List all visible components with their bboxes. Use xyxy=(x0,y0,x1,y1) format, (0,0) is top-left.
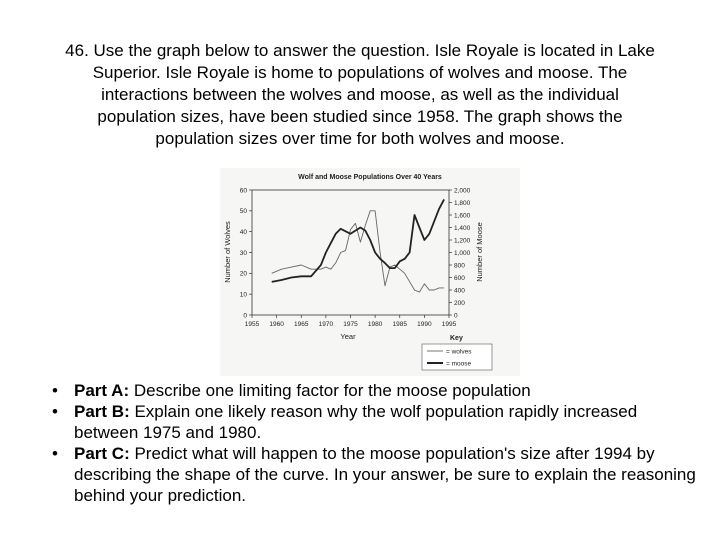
legend xyxy=(422,335,492,370)
part-c xyxy=(30,443,700,506)
part-c-label: Part C: xyxy=(74,444,130,463)
question-line: Superior. Isle Royale is home to populations of wolves and moose. The xyxy=(92,63,628,82)
x-axis-label: Year xyxy=(340,332,356,341)
x-tick-label: 1995 xyxy=(441,321,457,328)
y-right-tick-label: 1,400 xyxy=(454,224,471,232)
question-parts xyxy=(30,380,700,506)
part-c-text: Predict what will happen to the moose population's size after 1994 by describing the shape of the curve. In your answer, be sure to explain the reasoning behind your prediction. xyxy=(74,444,696,505)
y-right-tick-label: 400 xyxy=(454,287,465,295)
y-left-tick-label: 10 xyxy=(239,291,247,299)
bullet-icon: • xyxy=(52,402,58,421)
y-right-tick-label: 200 xyxy=(454,299,465,307)
y-left-tick-label: 30 xyxy=(239,249,247,257)
part-b-text: Explain one likely reason why the wolf population rapidly increased between 1975 and 1980. xyxy=(74,402,638,442)
y-left-tick-label: 0 xyxy=(243,312,247,320)
moose-series-line xyxy=(272,199,444,282)
question-line: population sizes, have been studied since 1958. The graph shows the xyxy=(97,107,623,126)
y-right-tick-label: 0 xyxy=(454,312,458,320)
y-left-tick-label: 60 xyxy=(239,187,247,195)
part-a xyxy=(30,380,700,401)
y-right-tick-label: 1,600 xyxy=(454,212,471,220)
question-text xyxy=(20,40,700,150)
plot-frame xyxy=(252,190,449,315)
x-tick-label: 1980 xyxy=(367,321,383,328)
part-b-label: Part B: xyxy=(74,402,130,421)
legend-wolves-label: = wolves xyxy=(446,348,472,356)
y-right-tick-label: 1,200 xyxy=(454,237,471,245)
question-line: interactions between the wolves and moose, as well as the individual xyxy=(101,85,619,104)
x-tick-label: 1965 xyxy=(294,321,309,328)
x-tick-label: 1985 xyxy=(392,321,407,328)
y-right-tick-label: 800 xyxy=(454,262,465,270)
chart-svg xyxy=(220,168,520,376)
y-axis-right-label: Number of Moose xyxy=(475,222,484,282)
part-b xyxy=(30,401,700,443)
question-line: 46. Use the graph below to answer the question. Isle Royale is located in Lake xyxy=(65,41,655,60)
y-right-tick-label: 2,000 xyxy=(454,187,471,195)
population-chart xyxy=(220,168,520,376)
y-right-tick-label: 1,800 xyxy=(454,199,471,207)
y-right-tick-label: 600 xyxy=(454,274,465,282)
bullet-icon: • xyxy=(52,381,58,400)
y-left-tick-label: 20 xyxy=(239,270,247,278)
y-axis-left-label: Number of Wolves xyxy=(223,221,232,283)
legend-moose-label: = moose xyxy=(446,360,472,368)
x-tick-label: 1975 xyxy=(343,321,358,328)
y-right-tick-label: 1,000 xyxy=(454,249,471,257)
bullet-icon: • xyxy=(52,444,58,463)
y-left-tick-label: 40 xyxy=(239,228,247,236)
chart-title: Wolf and Moose Populations Over 40 Years xyxy=(298,174,442,181)
legend-title: Key xyxy=(450,335,463,342)
x-tick-label: 1970 xyxy=(318,321,334,328)
part-a-label: Part A: xyxy=(74,381,130,400)
question-line: population sizes over time for both wolves and moose. xyxy=(155,129,565,148)
x-tick-label: 1955 xyxy=(244,321,260,328)
x-tick-label: 1990 xyxy=(417,321,432,328)
y-left-tick-label: 50 xyxy=(239,208,247,216)
x-tick-label: 1960 xyxy=(269,321,284,328)
part-a-text: Describe one limiting factor for the moose population xyxy=(129,381,531,400)
